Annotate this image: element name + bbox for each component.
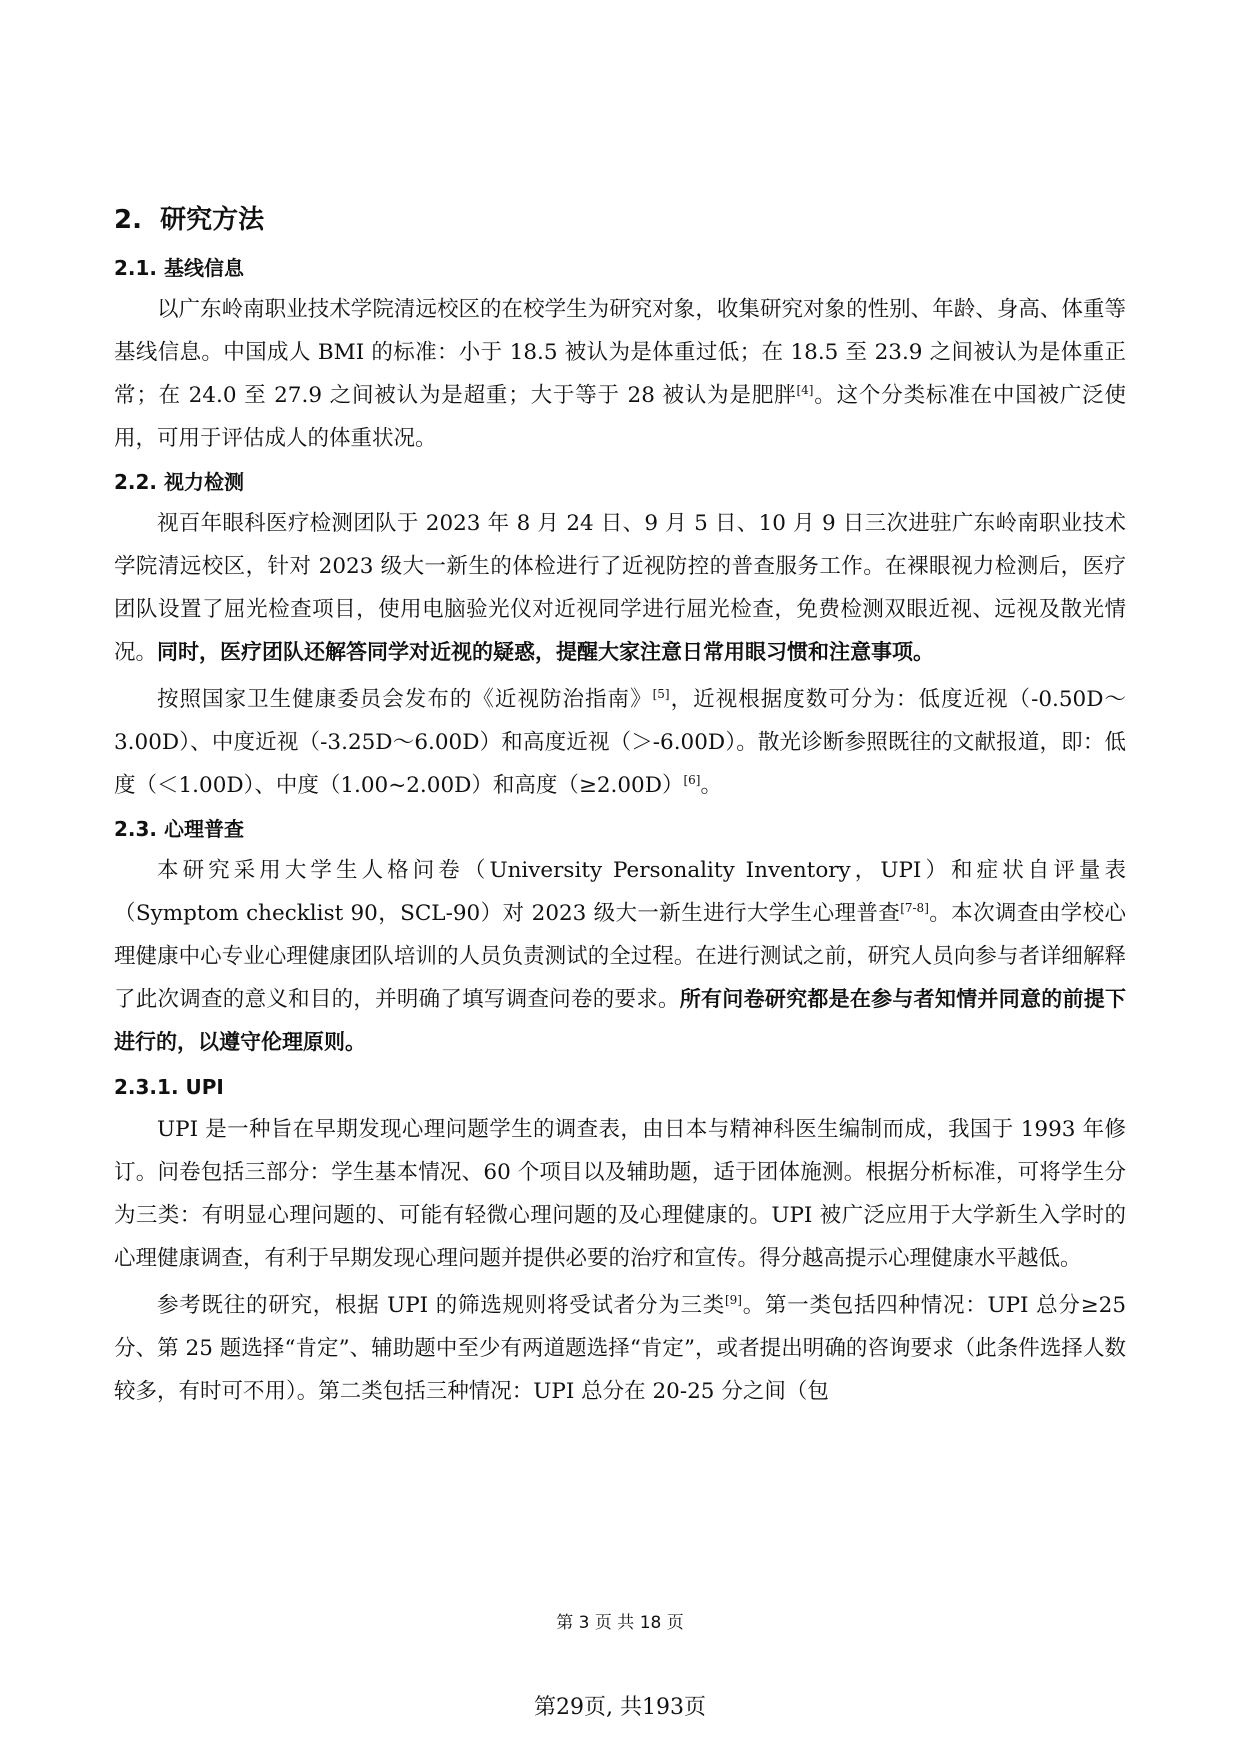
text: 本研究采用大学生人格问卷（University Personality Inventory，UPI）和症状自评量表（Symptom checklist 90，SCL-90）对 2023 级大一新生进行大学生心理普查 bbox=[114, 858, 1126, 926]
subsection-heading-2-2: 2.2. 视力检测 bbox=[114, 470, 244, 494]
citation: [5] bbox=[652, 686, 670, 701]
text: 按照国家卫生健康委员会发布的《近视防治指南》 bbox=[157, 687, 653, 712]
citation: [9] bbox=[724, 1292, 742, 1307]
citation: [7-8] bbox=[900, 900, 929, 915]
text: 。 bbox=[700, 773, 722, 798]
text: 。第一类包括四种情况：UPI 总分≥25 分、第 25 题选择“肯定”、辅助题中至少有两道题选择“肯定”，或者提出明确的咨询要求（此条件选择人数较多，有时可不用）。第二类包括三种情况：UPI 总分在 20-25 分之间（包 bbox=[114, 1293, 1127, 1404]
section-title: 研究方法 bbox=[160, 205, 265, 235]
paragraph-vision-test bbox=[114, 502, 1126, 674]
section-heading bbox=[114, 200, 1126, 240]
paragraph-upi-rules bbox=[114, 1284, 1126, 1413]
citation: [4] bbox=[796, 382, 814, 397]
paragraph-baseline bbox=[114, 288, 1126, 460]
bold-text: 所有问卷研究都是在参与者知情并同意的前提下进行的，以遵守伦理原则。 bbox=[114, 987, 1126, 1054]
text: ，近视根据度数可分为：低度近视（-0.50D～3.00D）、中度近视（-3.25D～6.00D）和高度近视（＞-6.00D）。散光诊断参照既往的文献报道，即：低度（＜1.00D）、中度（1.00~2.00D）和高度（≥2.00D） bbox=[114, 687, 1126, 798]
page-footer-outer: 第29页, 共193页 bbox=[534, 1695, 706, 1720]
paragraph-psych-survey bbox=[114, 849, 1126, 1064]
text: 视百年眼科医疗检测团队于 2023 年 8 月 24 日、9 月 5 日、10 月 9 日三次进驻广东岭南职业技术学院清远校区，针对 2023 级大一新生的体检进行了近视防控的普查服务工作。在裸眼视力检测后，医疗团队设置了屈光检查项目，使用电脑验光仪对近视同学进行屈光检查，免费检测双眼近视、远视及散光情况。 bbox=[114, 511, 1126, 665]
page-content bbox=[114, 200, 1126, 1417]
subsection-heading-2-1: 2.1. 基线信息 bbox=[114, 256, 244, 280]
paragraph-upi-intro: UPI 是一种旨在早期发现心理问题学生的调查表，由日本与精神科医生编制而成，我国于 1993 年修订。问卷包括三部分：学生基本情况、60 个项目以及辅助题，适于团体施测。根据分析标准，可将学生分为三类：有明显心理问题的、可能有轻微心理问题的及心理健康的。UPI 被广泛应用于大学新生入学时的心理健康调查，有利于早期发现心理问题并提供必要的治疗和宣传。得分越高提示心理健康水平越低。 bbox=[114, 1117, 1126, 1271]
bold-text: 同时，医疗团队还解答同学对近视的疑惑，提醒大家注意日常用眼习惯和注意事项。 bbox=[157, 640, 935, 664]
page-footer-inner: 第 3 页 共 18 页 bbox=[556, 1613, 684, 1633]
text: 。这个分类标准在中国被广泛使用，可用于评估成人的体重状况。 bbox=[114, 383, 1126, 451]
text: 以广东岭南职业技术学院清远校区的在校学生为研究对象，收集研究对象的性别、年龄、身高、体重等基线信息。中国成人 BMI 的标准：小于 18.5 被认为是体重过低；在 18.5 至 23.9 之间被认为是体重正常；在 24.0 至 27.9 之间被认为是超重；大于等于 28 被认为是肥胖 bbox=[114, 297, 1126, 408]
subsection-heading-2-3-1: 2.3.1. UPI bbox=[114, 1075, 224, 1099]
subsection-heading-2-3: 2.3. 心理普查 bbox=[114, 817, 244, 841]
text: 。本次调查由学校心理健康中心专业心理健康团队培训的人员负责测试的全过程。在进行测试之前，研究人员向参与者详细解释了此次调查的意义和目的，并明确了填写调查问卷的要求。 bbox=[114, 901, 1126, 1012]
section-number: 2. bbox=[114, 205, 142, 235]
text: 参考既往的研究，根据 UPI 的筛选规则将受试者分为三类 bbox=[157, 1293, 725, 1318]
citation: [6] bbox=[683, 772, 701, 787]
paragraph-myopia-classification bbox=[114, 678, 1126, 807]
